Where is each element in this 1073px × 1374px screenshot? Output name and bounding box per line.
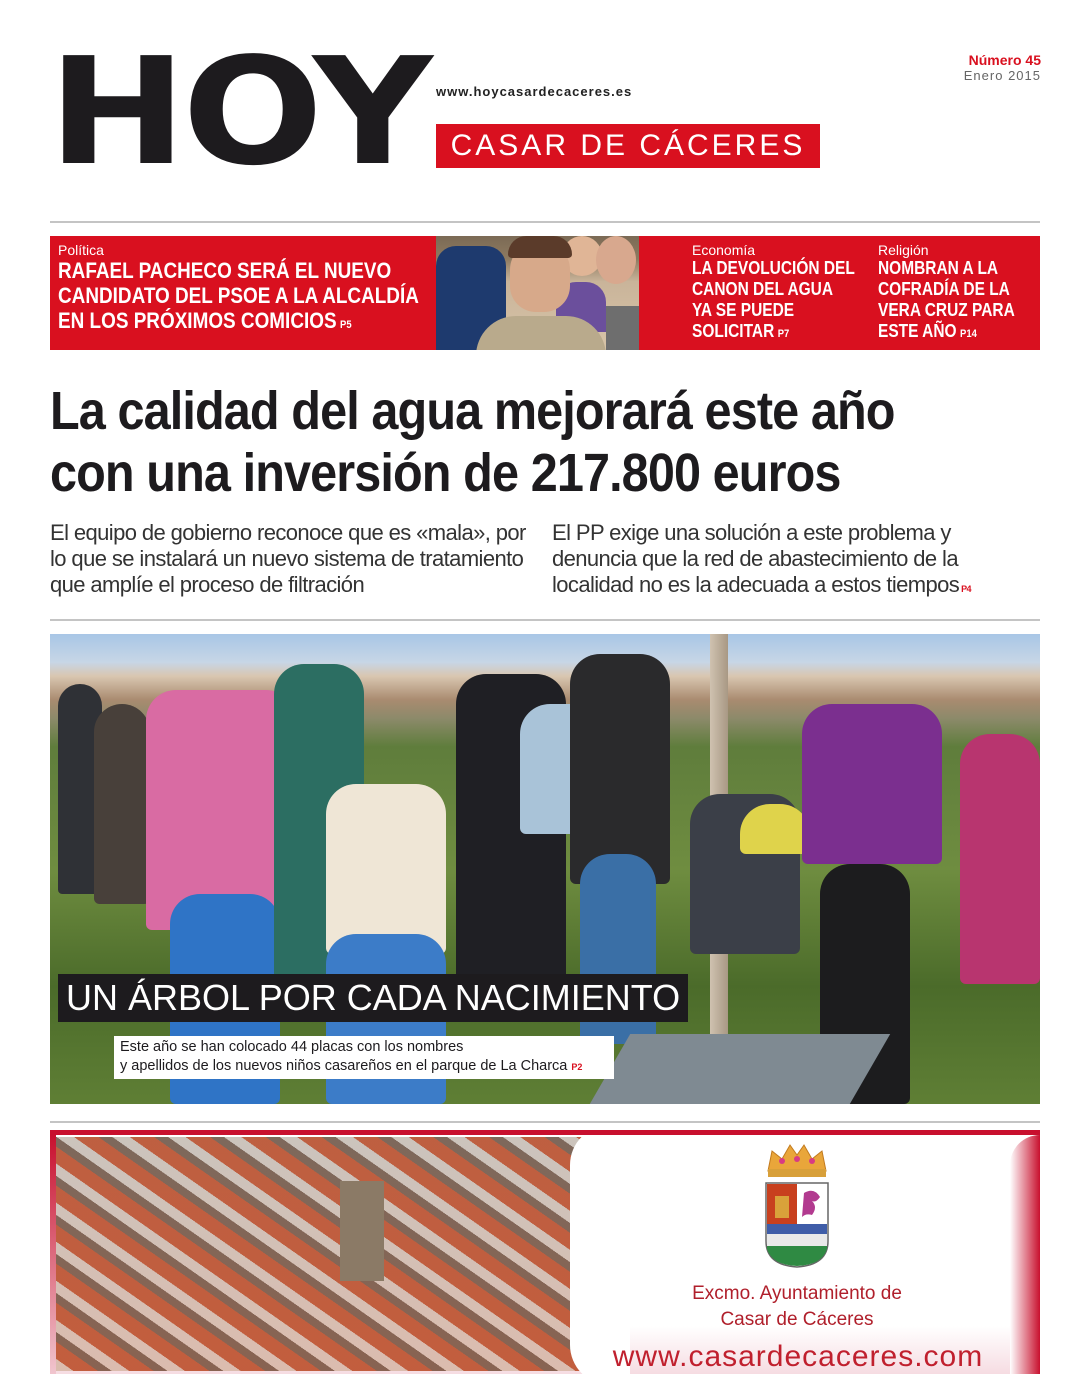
teaser-economia[interactable] xyxy=(692,242,882,345)
advert-url-link[interactable]: www.casardecaceres.com xyxy=(612,1340,984,1373)
lead-deck-right: El PP exige una solución a este problema y denuncia que la red de abastecimiento de la localidad no es la adecuada a estos tiempos P4 xyxy=(552,520,971,597)
edition-banner: CASAR DE CÁCERES xyxy=(436,124,820,168)
park-photo xyxy=(50,634,1040,1104)
divider xyxy=(50,1121,1040,1123)
teaser-section: Economía xyxy=(692,242,756,258)
teaser-section: Política xyxy=(58,242,104,258)
page-ref: P7 xyxy=(777,328,790,340)
page-ref: P2 xyxy=(571,1062,583,1072)
page-ref: P4 xyxy=(961,584,971,594)
candidate-photo xyxy=(436,236,639,350)
hoy-logo: HOY xyxy=(48,26,429,198)
lead-deck-left: El equipo de gobierno reconoce que es «mala», por lo que se instalará un nuevo sistema de tratamiento que amplíe el proceso de filtración xyxy=(50,520,526,597)
church-tower xyxy=(340,1181,384,1281)
issue-number: Número 45 xyxy=(968,52,1041,68)
teaser-religion[interactable] xyxy=(878,242,1068,345)
issue-date: Enero 2015 xyxy=(963,68,1041,83)
divider xyxy=(50,221,1040,223)
site-url-link[interactable]: www.hoycasardecaceres.es xyxy=(436,84,633,99)
aerial-town-photo xyxy=(56,1137,586,1371)
photo-headline[interactable]: UN ÁRBOL POR CADA NACIMIENTO xyxy=(58,974,688,1022)
issue-info xyxy=(964,52,1041,83)
lead-headline[interactable]: La calidad del agua mejorará este año con una inversión de 217.800 euros xyxy=(50,381,895,503)
teaser-headline: NOMBRAN A LA COFRADÍA DE LA VERA CRUZ PARA ESTE AÑO P14 xyxy=(878,258,1015,341)
teaser-headline: RAFAEL PACHECO SERÁ EL NUEVO CANDIDATO DEL PSOE A LA ALCALDÍA EN LOS PRÓXIMOS COMICIOS P5 xyxy=(58,258,419,333)
teaser-headline: LA DEVOLUCIÓN DEL CANON DEL AGUA YA SE PUEDE SOLICITAR P7 xyxy=(692,258,855,341)
advert-title: Excmo. Ayuntamiento de Casar de Cáceres xyxy=(692,1283,902,1330)
teaser-section: Religión xyxy=(878,242,929,258)
teaser-band xyxy=(50,236,1040,350)
town-hall-advert[interactable] xyxy=(50,1130,1040,1374)
page-ref: P14 xyxy=(960,328,977,340)
photo-caption: Este año se han colocado 44 placas con los nombres y apellidos de los nuevos niños casareños en el parque de La Charca P2 xyxy=(114,1036,614,1079)
page-ref: P5 xyxy=(340,319,352,331)
coat-of-arms-icon xyxy=(762,1141,832,1271)
teaser-politica[interactable] xyxy=(58,242,478,338)
divider xyxy=(50,619,1040,621)
